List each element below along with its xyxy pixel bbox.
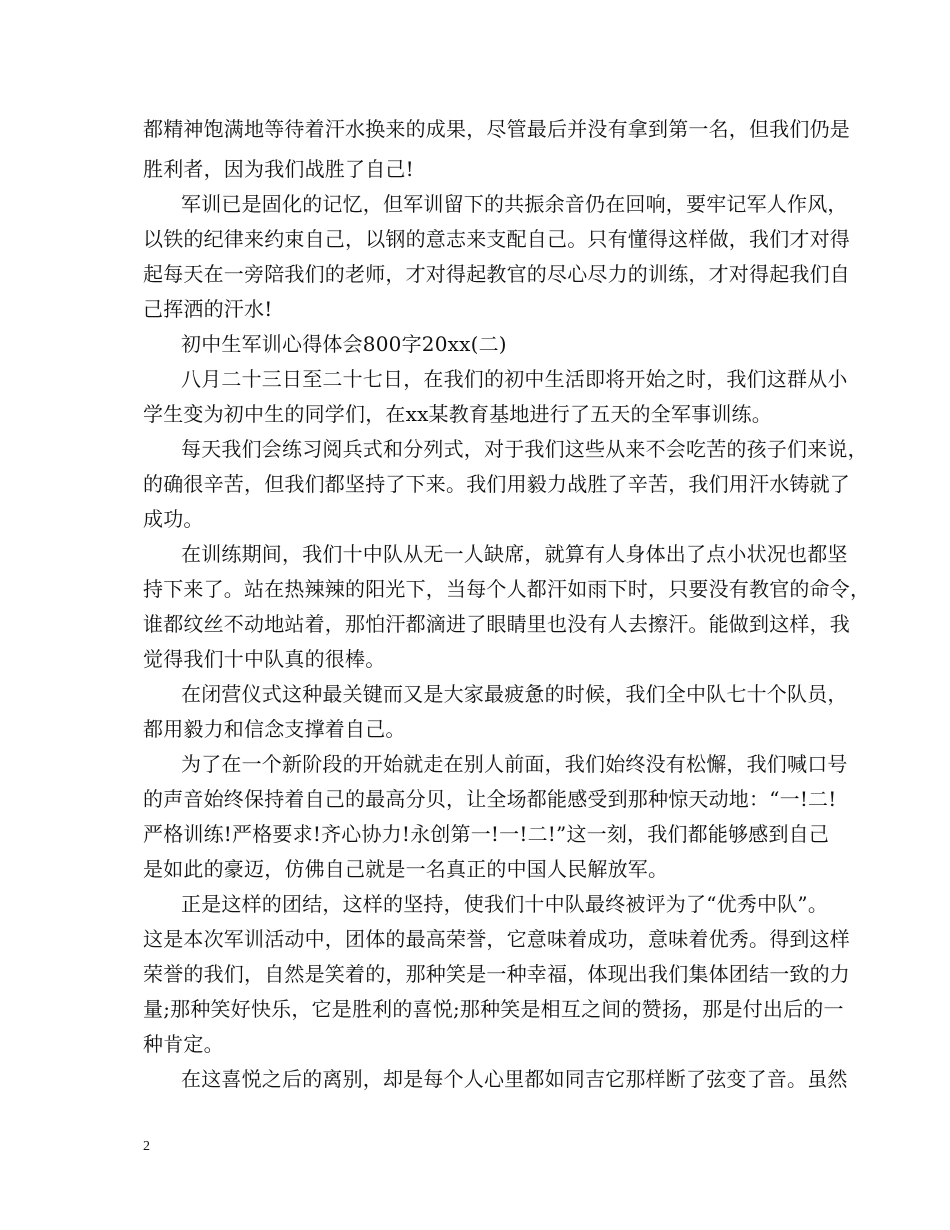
- text-line: 都用毅力和信念支撑着自己。: [143, 717, 406, 741]
- text-line: 量;那种笑好快乐，它是胜利的喜悦;那种笑是相互之间的赞扬，那是付出后的一: [143, 997, 844, 1021]
- text-line: 严格训练!严格要求!齐心协力!永创第一!一!二!”这一刻，我们都能够感到自己: [143, 822, 830, 846]
- text-line: 觉得我们十中队真的很棒。: [143, 647, 386, 671]
- text-line: 谁都纹丝不动地站着，那怕汗都滴进了眼睛里也没有人去擦汗。能做到这样，我: [143, 612, 850, 636]
- text-line: 八月二十三日至二十七日，在我们的初中生活即将开始之时，我们这群从小: [181, 367, 848, 391]
- text-line: 在这喜悦之后的离别，却是每个人心里都如同吉它那样断了弦变了音。虽然: [181, 1067, 848, 1091]
- text-line: 的声音始终保持着自己的最高分贝，让全场都能感受到那种惊天动地：“一!二!: [143, 787, 837, 811]
- text-line: 胜利者，因为我们战胜了自己!: [143, 157, 414, 181]
- page-number: 2: [143, 1139, 150, 1154]
- text-line: 为了在一个新阶段的开始就走在别人前面，我们始终没有松懈，我们喊口号: [181, 752, 848, 776]
- text-line: 己挥洒的汗水!: [143, 297, 273, 321]
- text-line: 在闭营仪式这种最关键而又是大家最疲惫的时候，我们全中队七十个队员，: [181, 682, 848, 706]
- text-line: 种肯定。: [143, 1032, 224, 1056]
- text-line: 军训已是固化的记忆，但军训留下的共振余音仍在回响，要牢记军人作风，: [181, 192, 848, 216]
- text-line: 起每天在一旁陪我们的老师，才对得起教官的尽心尽力的训练，才对得起我们自: [143, 262, 850, 286]
- text-line: 的确很辛苦，但我们都坚持了下来。我们用毅力战胜了辛苦，我们用汗水铸就了: [143, 472, 850, 496]
- text-line: 这是本次军训活动中，团体的最高荣誉，它意味着成功，意味着优秀。得到这样: [143, 927, 850, 951]
- text-line: 是如此的豪迈，仿佛自己就是一名真正的中国人民解放军。: [143, 857, 669, 881]
- text-line: 在训练期间，我们十中队从无一人缺席，就算有人身体出了点小状况也都坚: [181, 542, 848, 566]
- text-line: 荣誉的我们，自然是笑着的，那种笑是一种幸福，体现出我们集体团结一致的力: [143, 962, 850, 986]
- text-line: 成功。: [143, 507, 204, 531]
- text-line: 持下来了。站在热辣辣的阳光下，当每个人都汗如雨下时，只要没有教官的命令，: [143, 577, 871, 601]
- text-line: 以铁的纪律来约束自己，以钢的意志来支配自己。只有懂得这样做，我们才对得: [143, 227, 850, 251]
- section-heading: 初中生军训心得体会800字20xx(二): [181, 332, 507, 356]
- text-line: 正是这样的团结，这样的坚持，使我们十中队最终被评为了“优秀中队”。: [181, 892, 829, 916]
- text-line: 每天我们会练习阅兵式和分列式，对于我们这些从来不会吃苦的孩子们来说，: [181, 437, 868, 461]
- text-line: 都精神饱满地等待着汗水换来的成果，尽管最后并没有拿到第一名，但我们仍是: [143, 117, 850, 141]
- text-line: 学生变为初中生的同学们，在xx某教育基地进行了五天的全军事训练。: [143, 402, 772, 426]
